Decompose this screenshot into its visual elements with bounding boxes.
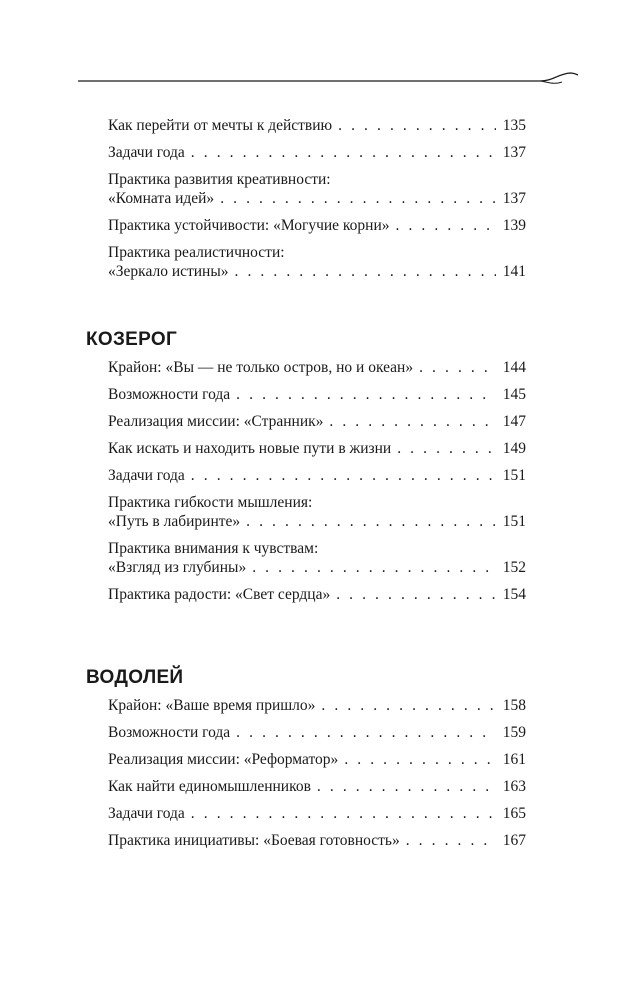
toc-entry[interactable] (108, 143, 526, 162)
entry-title: Реализация миссии: «Странник» (108, 413, 324, 430)
dot-leader (235, 262, 496, 281)
page-number: 135 (502, 117, 526, 134)
dot-leader (396, 216, 496, 235)
toc-entry[interactable] (108, 777, 526, 796)
page-number: 151 (502, 513, 526, 530)
page-number: 151 (502, 467, 526, 484)
page-number: 154 (502, 586, 526, 603)
dot-leader (236, 723, 496, 742)
toc-entry[interactable] (108, 723, 526, 742)
toc-entry[interactable] (108, 412, 526, 431)
toc-entry[interactable] (108, 750, 526, 769)
page-number: 152 (502, 559, 526, 576)
dot-leader (321, 696, 496, 715)
entry-title: Как найти единомышленников (108, 778, 311, 795)
toc-entry[interactable] (108, 116, 526, 135)
toc-entry-multiline[interactable] (108, 243, 526, 281)
dot-leader (338, 116, 496, 135)
entry-title-line1: Практика развития креативности: (108, 171, 331, 188)
page-number: 144 (502, 359, 526, 376)
dot-leader (419, 358, 496, 377)
dot-leader (252, 558, 496, 577)
entry-title: Задачи года (108, 467, 185, 484)
page-number: 145 (502, 386, 526, 403)
toc-entry[interactable] (108, 831, 526, 850)
entry-title: Как искать и находить новые пути в жизни (108, 440, 392, 457)
dot-leader (329, 412, 496, 431)
dot-leader (236, 385, 496, 404)
toc-entry-multiline[interactable] (108, 539, 526, 577)
entry-title: Возможности года (108, 386, 231, 403)
toc-intro-block (108, 116, 526, 281)
toc-entry[interactable] (108, 804, 526, 823)
page-number: 137 (502, 144, 526, 161)
toc-entry[interactable] (108, 696, 526, 715)
page-number: 161 (502, 751, 526, 768)
dot-leader (246, 512, 496, 531)
entry-title: Задачи года (108, 144, 185, 161)
entry-title: «Комната идей» (108, 190, 215, 207)
dot-leader (191, 804, 496, 823)
page-number: 139 (502, 217, 526, 234)
entry-title-line1: Практика гибкости мышления: (108, 494, 313, 511)
toc-entry[interactable] (108, 385, 526, 404)
section-heading-kozerog: КОЗЕРОГ (86, 329, 178, 350)
page-number: 149 (502, 440, 526, 457)
toc-entry[interactable] (108, 358, 526, 377)
dot-leader (344, 750, 496, 769)
page-number: 165 (502, 805, 526, 822)
dot-leader (191, 143, 496, 162)
entry-title-line1: Практика реалистичности: (108, 244, 285, 261)
dot-leader (191, 466, 496, 485)
entry-title: Практика устойчивости: «Могучие корни» (108, 217, 390, 234)
entry-title: Крайон: «Ваше время пришло» (108, 697, 316, 714)
dot-leader (220, 189, 496, 208)
toc-entry[interactable] (108, 466, 526, 485)
page-number: 141 (502, 263, 526, 280)
page-number: 158 (502, 697, 526, 714)
entry-title: Практика радости: «Свет сердца» (108, 586, 331, 603)
page-number: 163 (502, 778, 526, 795)
page-number: 159 (502, 724, 526, 741)
entry-title-line1: Практика внимания к чувствам: (108, 540, 319, 557)
header-rule (78, 70, 578, 90)
toc-section-vodoley (108, 696, 526, 850)
entry-title: Как перейти от мечты к действию (108, 117, 333, 134)
page-number: 137 (502, 190, 526, 207)
section-heading-vodoley: ВОДОЛЕЙ (86, 667, 184, 688)
dot-leader (406, 831, 496, 850)
toc-entry[interactable] (108, 585, 526, 604)
toc-entry-multiline[interactable] (108, 170, 526, 208)
page-number: 147 (502, 413, 526, 430)
toc-section-kozerog (108, 358, 526, 604)
entry-title: Практика инициативы: «Боевая готовность» (108, 832, 400, 849)
entry-title: Задачи года (108, 805, 185, 822)
toc-entry[interactable] (108, 216, 526, 235)
dot-leader (317, 777, 496, 796)
toc-entry[interactable] (108, 439, 526, 458)
dot-leader (336, 585, 496, 604)
entry-title: «Путь в лабиринте» (108, 513, 241, 530)
entry-title: Реализация миссии: «Реформатор» (108, 751, 339, 768)
entry-title: «Взгляд из глубины» (108, 559, 247, 576)
dot-leader (397, 439, 496, 458)
page-number: 167 (502, 832, 526, 849)
entry-title: Возможности года (108, 724, 231, 741)
entry-title: Крайон: «Вы — не только остров, но и океан» (108, 359, 414, 376)
toc-entry-multiline[interactable] (108, 493, 526, 531)
entry-title: «Зеркало истины» (108, 263, 229, 280)
